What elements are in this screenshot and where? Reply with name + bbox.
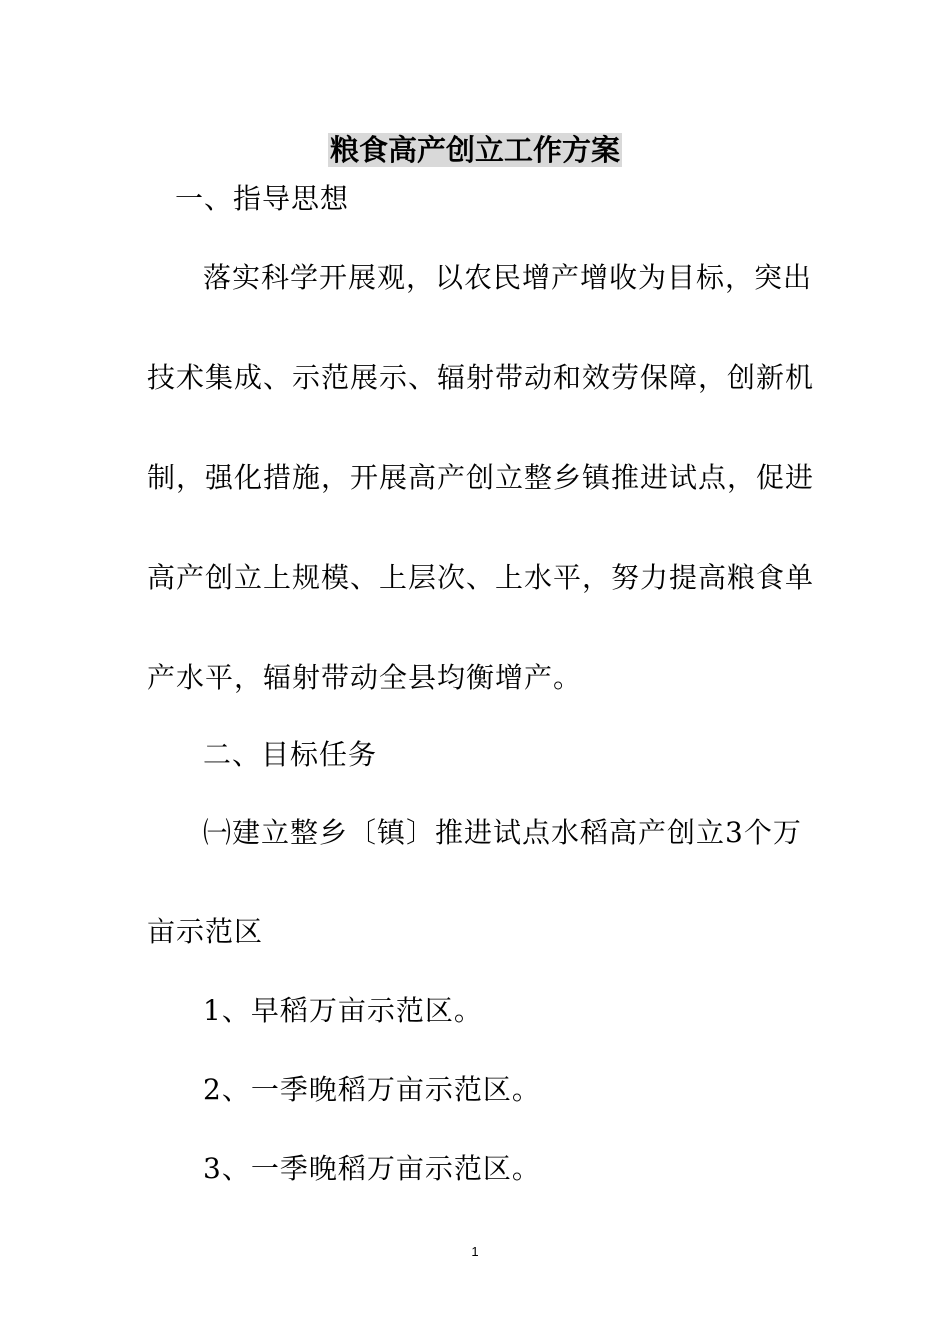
sub-item-3: 3、一季晚稻万亩示范区。 xyxy=(203,1152,541,1185)
paragraph-line-3: 制，强化措施，开展高产创立整乡镇推进试点，促进 xyxy=(147,461,815,494)
page-number: 1 xyxy=(471,1244,479,1259)
section-heading-target-tasks: 二、目标任务 xyxy=(203,738,378,771)
document-title xyxy=(0,130,950,170)
document-title-text: 粮食高产创立工作方案 xyxy=(329,133,620,167)
sub-item-1: 1、早稻万亩示范区。 xyxy=(203,994,483,1027)
paragraph-line-4: 高产创立上规模、上层次、上水平，努力提高粮食单 xyxy=(147,561,815,594)
section-heading-guiding-ideology: 一、指导思想 xyxy=(175,182,350,215)
item-1-line-1: ㈠建立整乡〔镇〕推进试点水稻高产创立3个万 xyxy=(203,816,802,849)
paragraph-line-2: 技术集成、示范展示、辐射带动和效劳保障，创新机 xyxy=(147,361,815,394)
item-1-line-2: 亩示范区 xyxy=(147,915,264,948)
paragraph-line-5: 产水平，辐射带动全县均衡增产。 xyxy=(147,661,583,694)
paragraph-line-1: 落实科学开展观，以农民增产增收为目标，突出 xyxy=(203,261,813,294)
sub-item-2: 2、一季晚稻万亩示范区。 xyxy=(203,1073,541,1106)
